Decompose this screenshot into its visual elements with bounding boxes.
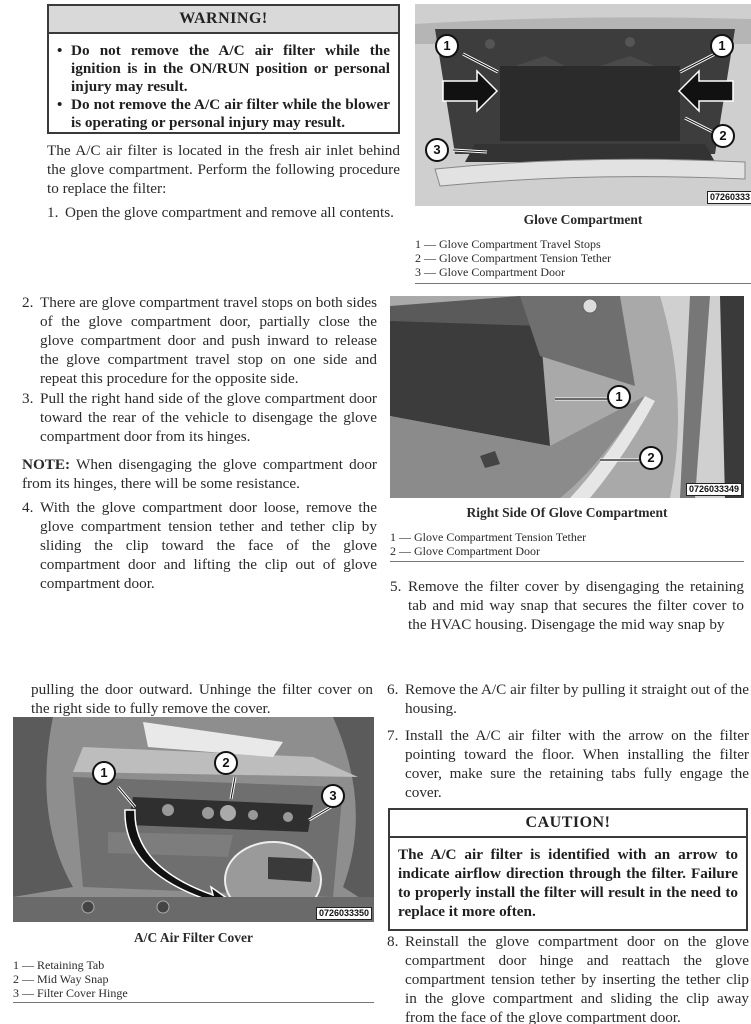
step-2: 2. There are glove compartment travel stops on both sides of the glove compartment door, partially close the glove compartment door and push inward to release the glove compartment travel stop on one side and repeat this procedure for the opposite side. [22,294,377,387]
figure-rule [415,283,751,284]
legend-item: 2 — Glove Compartment Tension Tether [415,251,612,265]
legend-item: 3 — Filter Cover Hinge [13,986,128,1000]
step-7: 7. Install the A/C air filter with the arrow on the filter pointing toward the floor. When installing the filter cover, make sure the retaining tabs fully engage the cover. [387,727,749,801]
glove-compartment-illustration [415,4,751,206]
note-label: NOTE: [22,456,71,473]
callout-1-right: 1 [710,34,734,58]
callout-1: 1 [92,761,116,785]
step-3: 3. Pull the right hand side of the glove compartment door toward the rear of the vehicle to disengage the glove compartment door from its hinges. [22,390,377,445]
caution-text: The A/C air filter is identified with an arrow to indicate airflow direction through the filter. Failure to properly install the filter will result in the need to replace it more often. [398,846,738,920]
bullet-icon: • [57,96,63,113]
step-5: 5. Remove the filter cover by disengaging the retaining tab and mid way snap that secures the filter cover to the HVAC housing. Disengage the mid way snap by [390,578,744,633]
caution-box [388,808,748,931]
legend-item: 1 — Glove Compartment Travel Stops [415,237,601,251]
callout-1-left: 1 [435,34,459,58]
step-8: 8. Reinstall the glove compartment door on the glove compartment door hinge and reattach the glove compartment tension tether by inserting the tether clip in the glove compartment and sliding the clip away from the face of the glove compartment door. [387,933,749,1024]
right-side-illustration [390,296,744,498]
figure-ac-air-filter-cover [13,717,374,922]
figure-id: 0726033349 [686,483,742,496]
figure-caption: A/C Air Filter Cover [133,930,254,945]
step-6: 6. Remove the A/C air filter by pulling it straight out of the housing. [387,681,749,717]
figure-legend [415,237,751,279]
callout-2: 2 [639,446,663,470]
figure-legend [13,958,374,1000]
warning-title: WARNING! [49,6,398,34]
legend-item: 2 — Mid Way Snap [13,972,109,986]
callout-3: 3 [321,784,345,808]
callout-3: 3 [425,138,449,162]
note-paragraph: NOTE: When disengaging the glove compartment door from its hinges, there will be some resistance. [22,456,377,492]
intro-paragraph: The A/C air filter is located in the fresh air inlet behind the glove compartment. Perform the following procedure to replace the filter: [47,142,400,197]
warning-item: • Do not remove the A/C air filter while the blower is operating or personal injury may result. [57,96,390,131]
legend-item: 1 — Retaining Tab [13,958,105,972]
warning-box [47,4,400,134]
caution-title: CAUTION! [390,810,746,838]
figure-rule [13,1002,374,1003]
legend-item: 2 — Glove Compartment Door [390,544,540,558]
figure-id: 0726033350 [316,907,372,920]
step-4: 4. With the glove compartment door loose, remove the glove compartment tension tether and tether clip by sliding the clip toward the face of the glove compartment door and lifting the clip out of glove compartment door. [22,499,377,592]
figure-id: 07260333 [707,191,751,204]
legend-item: 1 — Glove Compartment Tension Tether [390,530,587,544]
warning-list [49,34,398,138]
figure-glove-compartment [415,4,751,206]
step-5-continued: pulling the door outward. Unhinge the filter cover on the right side to fully remove the cover. [31,681,373,717]
figure-right-side-glove-compartment [390,296,744,498]
figure-rule [390,561,744,562]
callout-2: 2 [711,124,735,148]
callout-2: 2 [214,751,238,775]
filter-cover-illustration [13,717,374,922]
warning-item: • Do not remove the A/C air filter while the ignition is in the ON/RUN position or personal injury may result. [57,42,390,95]
bullet-icon: • [57,42,63,59]
figure-caption: Right Side Of Glove Compartment [466,505,668,520]
legend-item: 3 — Glove Compartment Door [415,265,565,279]
figure-legend [390,530,744,558]
step-1: 1. Open the glove compartment and remove all contents. [47,204,394,221]
callout-1: 1 [607,385,631,409]
figure-caption: Glove Compartment [523,212,643,227]
